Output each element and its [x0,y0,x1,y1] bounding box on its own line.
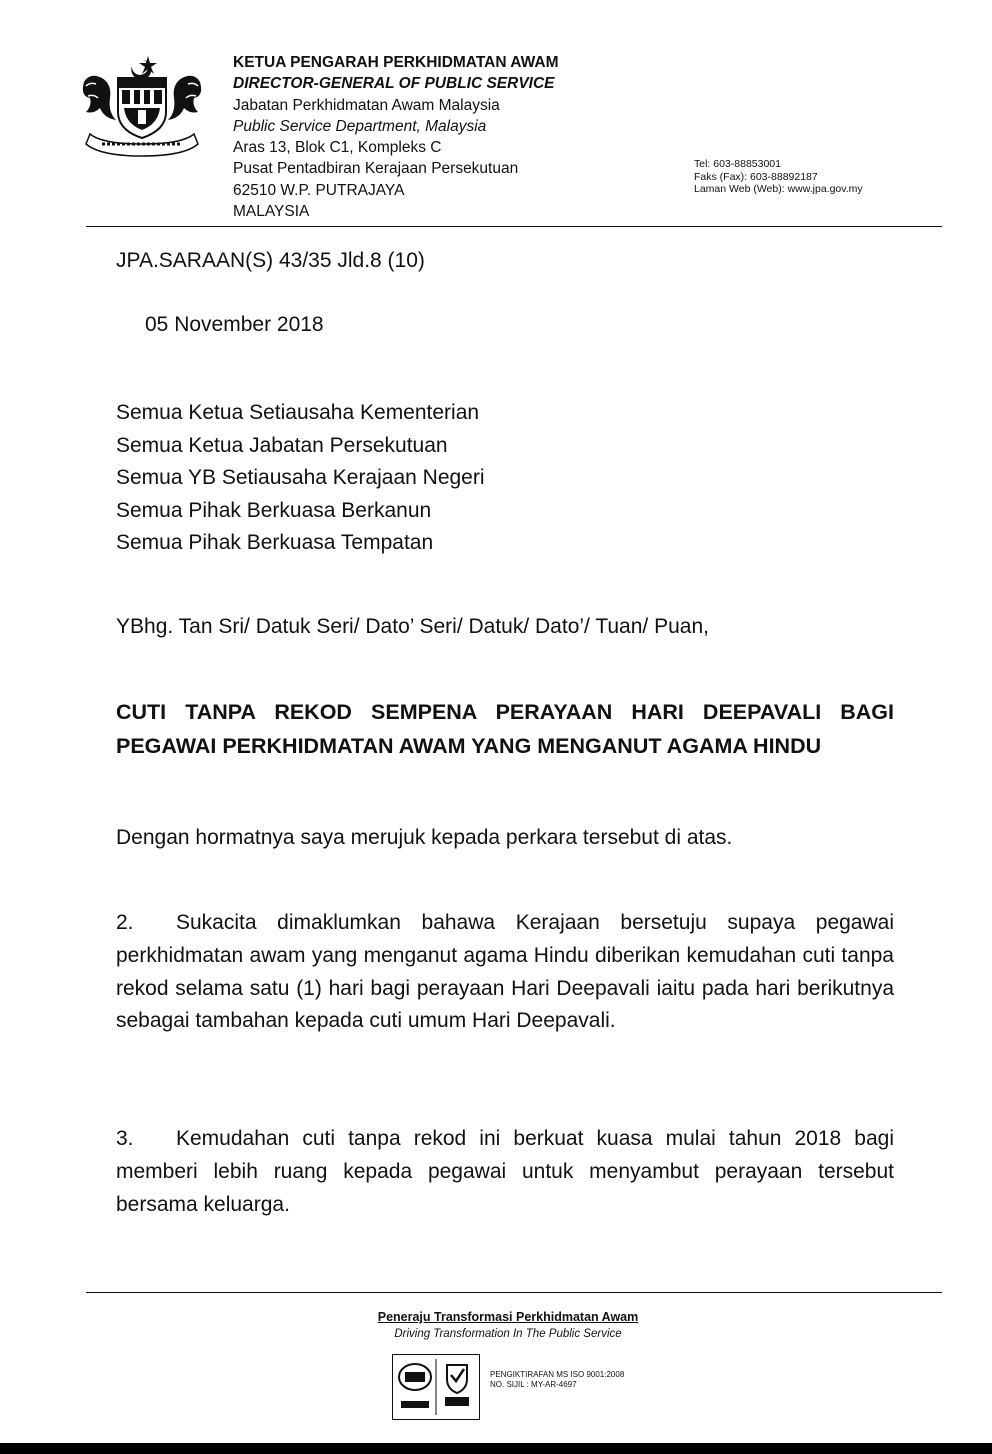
paragraph-text: Sukacita dimaklumkan bahawa Kerajaan bersetuju supaya pegawai perkhidmatan awam yang menganut agama Hindu diberikan kemudahan cuti tanpa rekod selama satu (1) hari bagi perayaan Hari Deepavali iaitu pada hari berikutnya sebagai tambahan kepada cuti umum Hari Deepavali. [116,911,894,1033]
opening-paragraph: Dengan hormatnya saya merujuk kepada perkara tersebut di atas. [116,826,733,849]
letterhead [233,52,559,222]
recipient: Semua Ketua Setiausaha Kementerian [116,401,480,424]
recipient: Semua Pihak Berkuasa Berkanun [116,498,432,522]
salutation: YBhg. Tan Sri/ Datuk Seri/ Dato’ Seri/ Datuk/ Dato’/ Tuan/ Puan, [116,615,709,638]
footer-tagline: Peneraju Transformasi Perkhidmatan Awam [377,1310,639,1324]
footer-tagline-english: Driving Transformation In The Public Service [394,1328,622,1340]
footer-divider [86,1292,942,1293]
paragraph-number: 2. [116,911,134,934]
address-line: Aras 13, Blok C1, Kompleks C [233,139,442,157]
header-divider [86,226,942,227]
paragraph-3 [116,1123,894,1221]
paragraph-text: Kemudahan cuti tanpa rekod ini berkuat kuasa mulai tahun 2018 bagi memberi lebih ruang kepada pegawai untuk menyambut perayaan tersebut bersama keluarga. [116,1127,894,1216]
certification-badge-icon [392,1354,480,1420]
subject-heading: CUTI TANPA REKOD SEMPENA PERAYAAN HARI DEEPAVALI BAGI PEGAWAI PERKHIDMATAN AWAM YANG MENGANUT AGAMA HINDU [116,700,894,758]
address-line: 62510 W.P. PUTRAJAYA [233,181,405,199]
coat-of-arms-icon [72,52,212,160]
telephone: Tel: 603-88853001 [694,158,781,170]
address-line: MALAYSIA [233,203,310,221]
recipient: Semua Pihak Berkuasa Tempatan [116,531,434,554]
certification-text [490,1370,624,1390]
department-name-english: Public Service Department, Malaysia [233,117,487,135]
paragraph-2 [116,907,894,1038]
website: Laman Web (Web): www.jpa.gov.my [694,183,863,195]
contact-block [694,158,863,196]
letterhead-title-english: DIRECTOR-GENERAL OF PUBLIC SERVICE [233,75,555,93]
reference-number: JPA.SARAAN(S) 43/35 Jld.8 (10) [116,249,425,272]
letter-date: 05 November 2018 [145,313,324,336]
scan-edge [0,1443,992,1454]
recipient: Semua YB Setiausaha Kerajaan Negeri [116,466,485,489]
address-line: Pusat Pentadbiran Kerajaan Persekutuan [233,160,519,178]
iso-certification: PENGIKTIRAFAN MS ISO 9001:2008 [490,1370,625,1379]
department-name: Jabatan Perkhidmatan Awam Malaysia [233,96,500,114]
recipient: Semua Ketua Jabatan Persekutuan [116,433,448,457]
recipients-list [116,397,485,560]
certificate-number: NO. SIJIL : MY-AR-4697 [490,1380,577,1389]
paragraph-number: 3. [116,1127,134,1150]
fax: Faks (Fax): 603-88892187 [694,170,818,183]
letterhead-title: KETUA PENGARAH PERKHIDMATAN AWAM [233,54,559,71]
